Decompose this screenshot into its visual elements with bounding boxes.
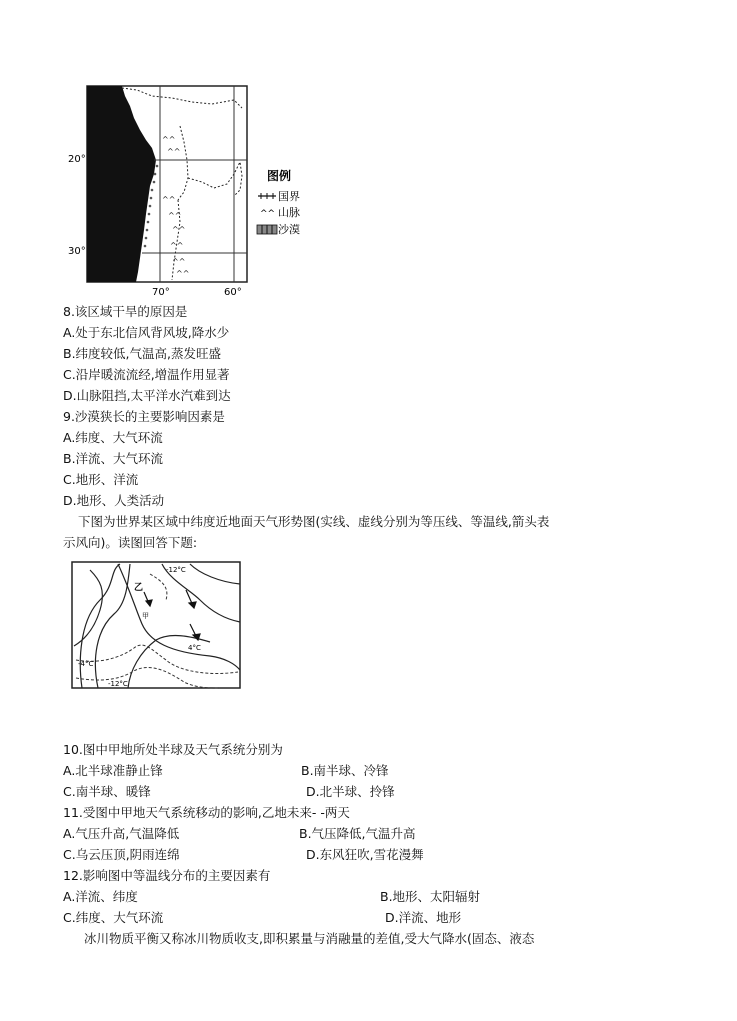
svg-text:^^: ^^: [172, 257, 186, 266]
svg-text:^^: ^^: [162, 135, 176, 144]
q9-option-c: C.地形、洋流: [63, 472, 139, 487]
legend-label-border: 国界: [278, 190, 300, 203]
q8-option-a: A.处于东北信风背风坡,降水少: [63, 325, 230, 340]
svg-text:^^: ^^: [176, 269, 190, 278]
passage-line-1: 冰川物质平衡又称冰川物质收支,即积累量与消融量的差值,受大气降水(固态、液态: [84, 931, 535, 946]
q10-option-a: A.北半球准静止锋: [63, 763, 163, 778]
q8-stem: 8.该区域干旱的原因是: [63, 304, 188, 319]
q10-option-d: D.北半球、拎锋: [306, 784, 395, 799]
isotherm-label-4: 4°C: [188, 644, 201, 652]
point-yi-label: 乙: [134, 583, 144, 593]
legend-label-desert: 沙漠: [278, 223, 300, 236]
desert-icon: [257, 225, 277, 234]
q9-option-a: A.纬度、大气环流: [63, 430, 163, 445]
svg-text:^^: ^^: [172, 225, 186, 234]
weather-map: [70, 560, 242, 690]
intro-line-2: 示风向)。读图回答下题:: [63, 535, 198, 550]
lat-label-30: 30°: [68, 246, 86, 257]
border-line-icon: [258, 193, 276, 199]
q12-option-a: A.洋流、纬度: [63, 889, 138, 904]
q11-stem: 11.受图中甲地天气系统移动的影响,乙地未来- -两天: [63, 805, 350, 820]
q12-option-b: B.地形、太阳辐射: [380, 889, 481, 904]
q9-option-b: B.洋流、大气环流: [63, 451, 164, 466]
svg-text:^^: ^^: [170, 241, 184, 250]
svg-text:^^: ^^: [162, 195, 176, 204]
q9-option-d: D.地形、人类活动: [63, 493, 165, 508]
mountain-icon: ^^: [260, 209, 276, 219]
lon-label-70: 70°: [152, 287, 170, 298]
q12-option-d: D.洋流、地形: [385, 910, 462, 925]
q11-option-b: B.气压降低,气温升高: [299, 826, 416, 841]
svg-text:^^: ^^: [167, 147, 181, 156]
q10-option-c: C.南半球、暖锋: [63, 784, 151, 799]
isotherm-label-minus12-top: -12°C: [166, 566, 186, 574]
region-map-figure: [62, 82, 312, 300]
q8-option-d: D.山脉阻挡,太平洋水汽难到达: [63, 388, 231, 403]
q8-option-c: C.沿岸暖流流经,增温作用显著: [63, 367, 230, 382]
weather-map-figure: [70, 560, 242, 690]
isotherm-label-minus4: -4°C: [78, 660, 94, 668]
q10-stem: 10.图中甲地所处半球及天气系统分别为: [63, 742, 283, 757]
q11-option-d: D.东风狂吹,雪花漫舞: [306, 847, 424, 862]
q10-option-b: B.南半球、冷锋: [301, 763, 389, 778]
q12-stem: 12.影响图中等温线分布的主要因素有: [63, 868, 271, 883]
q12-option-c: C.纬度、大气环流: [63, 910, 164, 925]
q11-option-c: C.乌云压顶,阴雨连绵: [63, 847, 180, 862]
q8-option-b: B.纬度较低,气温高,蒸发旺盛: [63, 346, 221, 361]
svg-text:^^: ^^: [168, 211, 182, 220]
intro-line-1: 下图为世界某区域中纬度近地面天气形势图(实线、虚线分别为等压线、等温线,箭头表: [78, 514, 550, 529]
q9-stem: 9.沙漠狭长的主要影响因素是: [63, 409, 225, 424]
legend-label-mountain: 山脉: [278, 206, 300, 219]
lon-label-60: 60°: [224, 287, 242, 298]
q11-option-a: A.气压升高,气温降低: [63, 826, 180, 841]
point-jia-label: 甲: [142, 612, 149, 620]
lat-label-20: 20°: [68, 154, 86, 165]
legend-title: 图例: [267, 169, 292, 183]
region-map: [62, 82, 312, 300]
isotherm-label-minus12-bottom: -12°C: [108, 680, 128, 688]
